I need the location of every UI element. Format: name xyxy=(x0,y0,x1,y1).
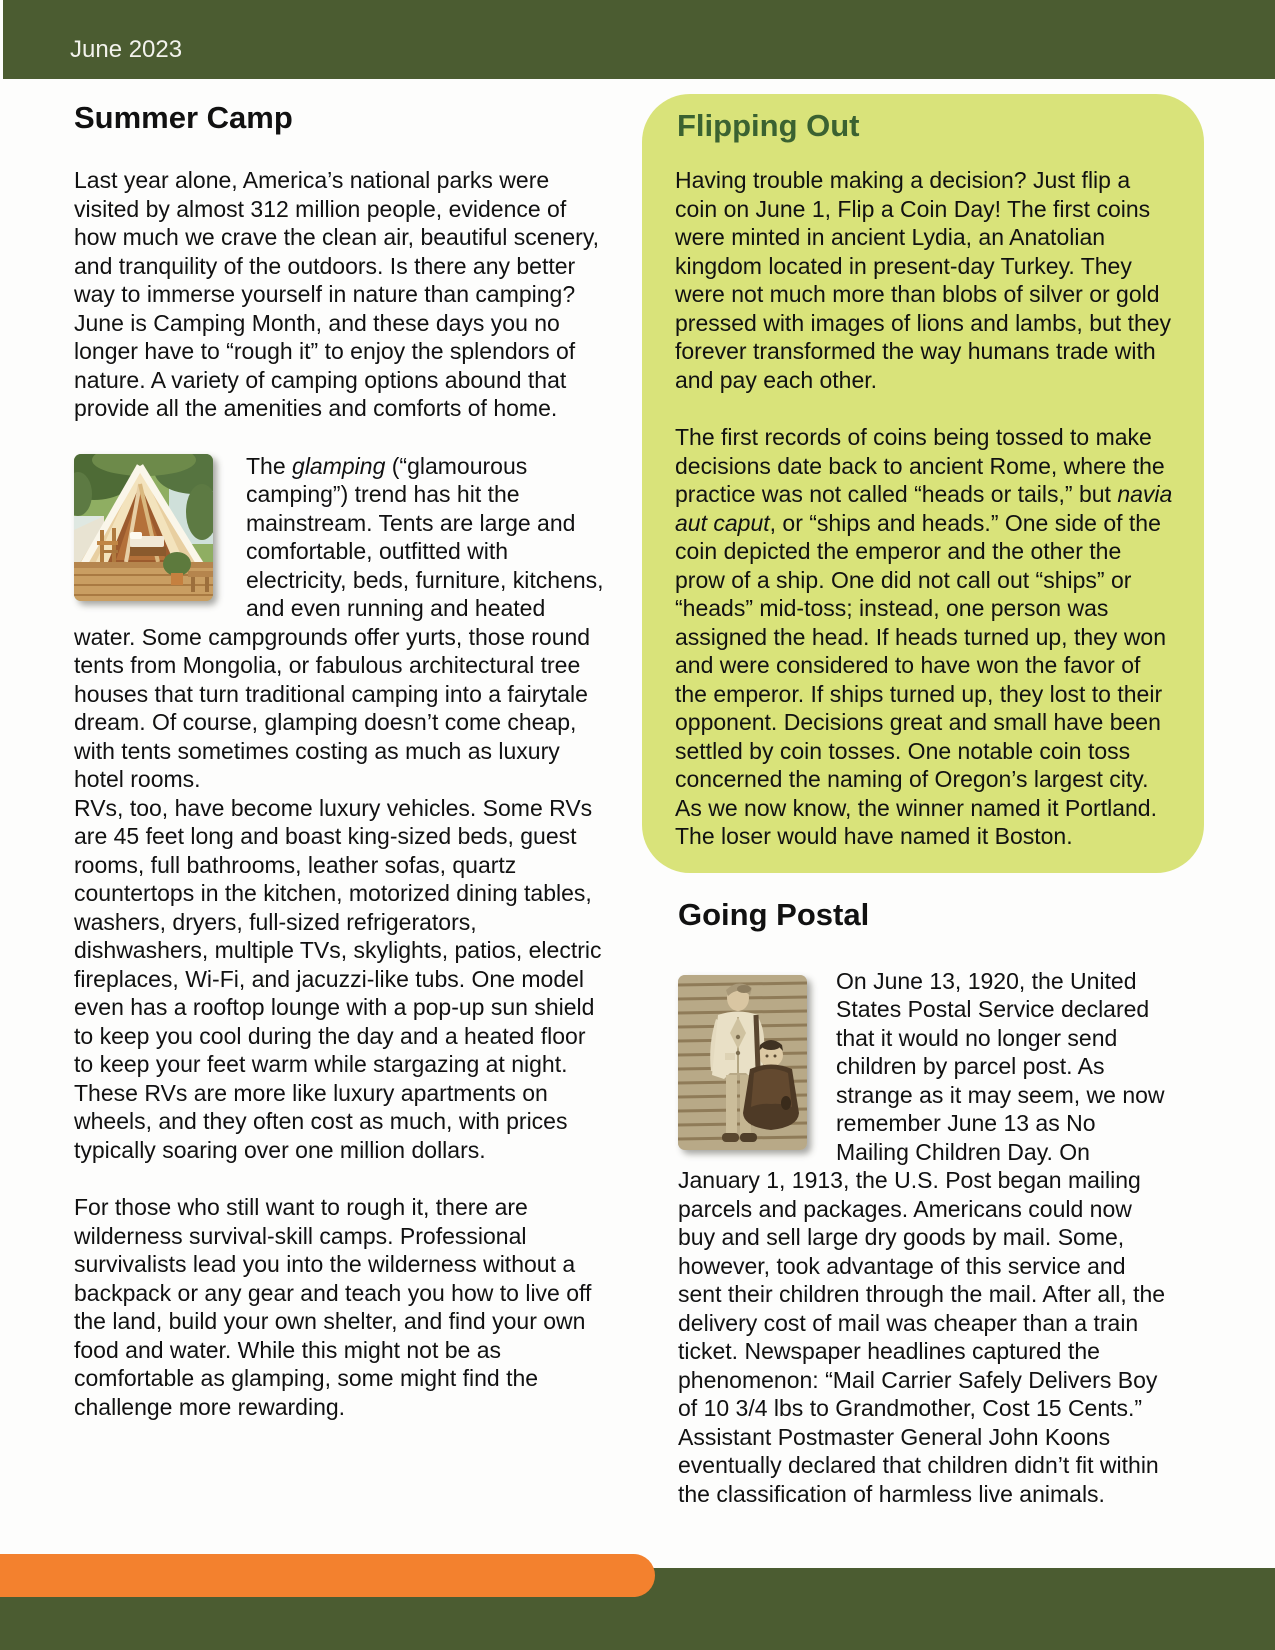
going-postal-article xyxy=(642,897,1168,1509)
summer-camp-para-2: The glamping (“glamourous camping”) trend has hit the mainstream. Tents are large and comfortable, outfitted with electricity, beds, furniture, kitchens, and even running and heated water. Some campgrounds offer yurts, those round tents from Mongolia, or fabulous architectural tree houses that turn traditional camping into a fairytale dream. Of course, glamping doesn’t come cheap, with tents sometimes costing as much as luxury hotel rooms. xyxy=(74,452,604,792)
summer-camp-title: Summer Camp xyxy=(74,100,293,135)
summer-camp-para-2-block xyxy=(74,452,611,794)
going-postal-para-block xyxy=(678,967,1168,1509)
glamping-tent-photo xyxy=(74,454,213,601)
flipping-out-para-2: The first records of coins being tossed to make decisions date back to ancient Rome, where the practice was not called “heads or tails,” but navia aut caput, or “ships and heads.” One side of the coin depicted the emperor and the other the prow of a ship. One did not call out “ships” or “heads” mid-toss; instead, one person was assigned the head. If heads turned up, they won and were considered to have won the favor of the emperor. If ships turned up, they lost to their opponent. Decisions great and small have been settled by coin tosses. One notable coin toss concerned the naming of Oregon’s largest city. As we now know, the winner named it Portland. The loser would have named it Boston. xyxy=(675,424,1173,849)
flipping-out-box xyxy=(642,94,1204,873)
mail-carrier-photo xyxy=(678,975,807,1150)
going-postal-title: Going Postal xyxy=(678,896,870,932)
mail-carrier-illustration xyxy=(678,975,807,1150)
summer-camp-para-3: RVs, too, have become luxury vehicles. Some RVs are 45 feet long and boast king-sized beds, guest rooms, full bathrooms, leather sofas, quartz countertops in the kitchen, motorized dining tables, washers, dryers, full-sized refrigerators, dishwashers, multiple TVs, skylights, patios, electric fireplaces, Wi-Fi, and jacuzzi-like tubs. One model even has a rooftop lounge with a pop-up sun shield to keep you cool during the day and a heated floor to keep your feet warm while stargazing at night. These RVs are more like luxury apartments on wheels, and they often cost as much, with prices typically soaring over one million dollars. xyxy=(74,794,602,1163)
flipping-out-title: Flipping Out xyxy=(677,108,860,143)
summer-camp-article xyxy=(74,92,611,1421)
summer-camp-para-1: Last year alone, America’s national parks were visited by almost 312 million people, evidence of how much we crave the clean air, beautiful scenery, and tranquility of the outdoors. Is there any better way to immerse yourself in nature than camping? June is Camping Month, and these days you no longer have to “rough it” to enjoy the splendors of nature. A variety of camping options abound that provide all the amenities and comforts of home. xyxy=(74,167,600,421)
header-bar xyxy=(3,0,1275,79)
issue-date: June 2023 xyxy=(70,36,183,63)
going-postal-para: On June 13, 1920, the United States Postal Service declared that it would no longer send children by parcel post. As strange as it may seem, we now remember June 13 as No Mailing Children Day. On January 1, 1913, the U.S. Post began mailing parcels and packages. Americans could now buy and sell large dry goods by mail. Some, however, took advantage of this service and sent their children through the mail. After all, the delivery cost of mail was cheaper than a train ticket. Newspaper headlines captured the phenomenon: “Mail Carrier Safely Delivers Boy of 10 3/4 lbs to Grandmother, Cost 15 Cents.” Assistant Postmaster General John Koons eventually declared that children didn’t fit within the classification of harmless live animals. xyxy=(678,967,1166,1507)
footer-accent-bar xyxy=(0,1554,655,1597)
glamping-tent-illustration xyxy=(74,454,213,601)
flipping-out-para-1: Having trouble making a decision? Just flip a coin on June 1, Flip a Coin Day! The first coins were minted in ancient Lydia, an Anatolian kingdom located in present-day Turkey. They were not much more than blobs of silver or gold pressed with images of lions and lambs, but they forever transformed the way humans trade with and pay each other. xyxy=(675,167,1172,393)
right-column xyxy=(642,94,1204,1508)
summer-camp-para-4: For those who still want to rough it, there are wilderness survival-skill camps. Professional survivalists lead you into the wilderness without a backpack or any gear and teach you how to live off the land, build your own shelter, and find your own food and water. While this might not be as comfortable as glamping, some might find the challenge more rewarding. xyxy=(74,1194,592,1420)
